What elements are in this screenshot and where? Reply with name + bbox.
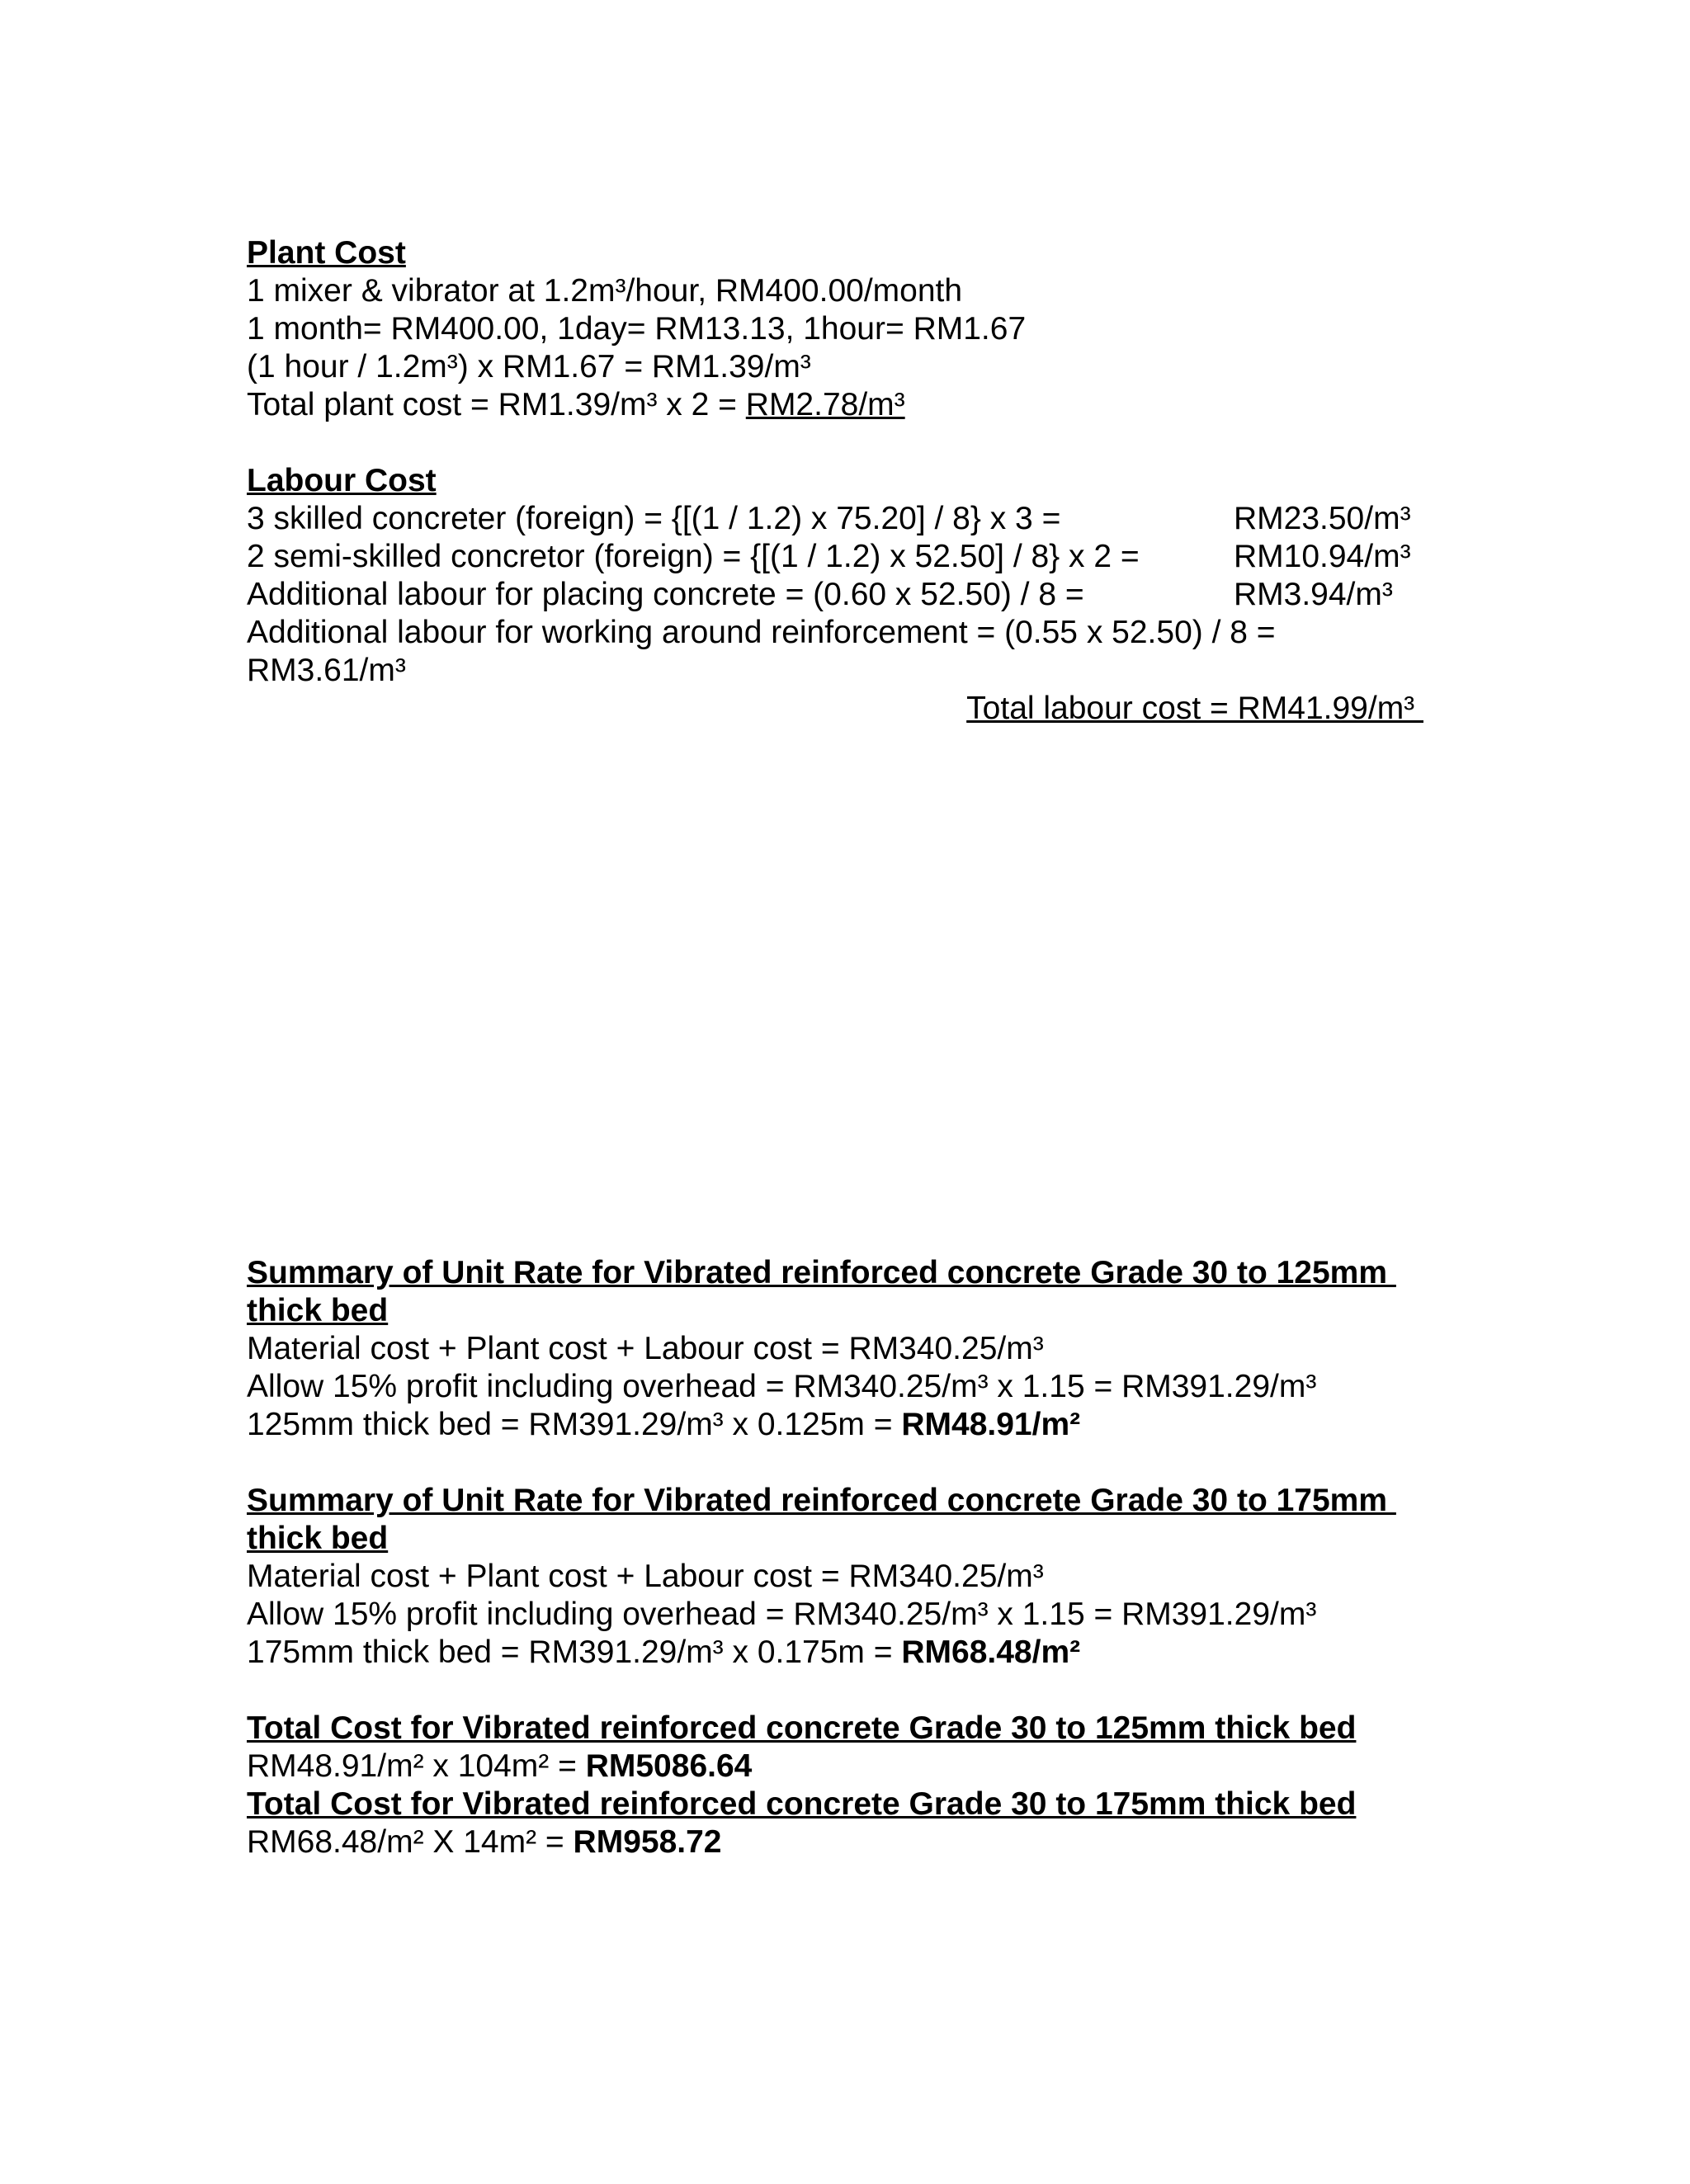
plant-cost-section <box>247 234 1427 424</box>
plant-total-value: RM2.78/m³ <box>745 387 905 422</box>
summary-125mm-line-2: Allow 15% profit including overhead = RM340.25/m³ x 1.15 = RM391.29/m³ <box>247 1369 1317 1404</box>
labour-row-value: RM23.50/m³ <box>1234 501 1411 536</box>
summary-125mm-calc: 125mm thick bed = RM391.29/m³ x 0.125m = <box>247 1407 902 1442</box>
plant-cost-heading: Plant Cost <box>247 235 406 271</box>
labour-cost-heading: Labour Cost <box>247 463 437 498</box>
labour-total-line <box>247 690 1427 728</box>
labour-row-value: RM3.94/m³ <box>1234 577 1393 612</box>
summary-175mm-line-3 <box>247 1634 1427 1672</box>
summary-175mm-calc: 175mm thick bed = RM391.29/m³ x 0.175m = <box>247 1634 902 1670</box>
total-125mm-calc: RM48.91/m² x 104m² = <box>247 1748 586 1784</box>
labour-row <box>247 576 1427 614</box>
reinforcement-labour-line-2: RM3.61/m³ <box>247 653 406 688</box>
labour-cost-section <box>247 462 1427 728</box>
labour-row-label: 3 skilled concreter (foreign) = {[(1 / 1.2) x 75.20] / 8} x 3 = <box>247 501 1061 536</box>
summary-125mm-line-3 <box>247 1406 1427 1444</box>
total-cost-section <box>247 1710 1427 1861</box>
plant-line-3: (1 hour / 1.2m³) x RM1.67 = RM1.39/m³ <box>247 349 811 384</box>
plant-total-label: Total plant cost = RM1.39/m³ x 2 = <box>247 387 746 422</box>
total-175mm-heading: Total Cost for Vibrated reinforced concrete Grade 30 to 175mm thick bed <box>247 1786 1357 1822</box>
labour-row-label: Additional labour for placing concrete = (0.60 x 52.50) / 8 = <box>247 577 1084 612</box>
total-175mm-calc: RM68.48/m² X 14m² = <box>247 1824 574 1860</box>
plant-line-4 <box>247 386 1427 424</box>
summary-125mm-heading-line-2: thick bed <box>247 1293 389 1328</box>
labour-row <box>247 538 1427 576</box>
plant-line-2: 1 month= RM400.00, 1day= RM13.13, 1hour= RM1.67 <box>247 311 1027 347</box>
total-175mm-line <box>247 1823 1427 1861</box>
summary-175mm-section <box>247 1482 1427 1672</box>
summary-175mm-rate: RM68.48/m² <box>901 1634 1081 1670</box>
summary-175mm-line-2: Allow 15% profit including overhead = RM340.25/m³ x 1.15 = RM391.29/m³ <box>247 1597 1317 1632</box>
summary-125mm-section <box>247 1254 1427 1444</box>
plant-line-1: 1 mixer & vibrator at 1.2m³/hour, RM400.00/month <box>247 273 963 309</box>
summary-175mm-line-1: Material cost + Plant cost + Labour cost = RM340.25/m³ <box>247 1559 1044 1594</box>
total-175mm-value: RM958.72 <box>573 1824 722 1860</box>
summary-125mm-rate: RM48.91/m² <box>901 1407 1081 1442</box>
total-125mm-value: RM5086.64 <box>585 1748 753 1784</box>
labour-total: Total labour cost = RM41.99/m³ <box>966 691 1423 726</box>
labour-row-value: RM10.94/m³ <box>1234 539 1411 574</box>
total-125mm-line <box>247 1748 1427 1785</box>
reinforcement-labour-line-1: Additional labour for working around reinforcement = (0.55 x 52.50) / 8 = <box>247 615 1276 650</box>
summary-175mm-heading-line-1: Summary of Unit Rate for Vibrated reinforced concrete Grade 30 to 175mm <box>247 1483 1396 1518</box>
total-125mm-heading: Total Cost for Vibrated reinforced concrete Grade 30 to 125mm thick bed <box>247 1710 1357 1746</box>
labour-row-label: 2 semi-skilled concretor (foreign) = {[(1 / 1.2) x 52.50] / 8} x 2 = <box>247 539 1140 574</box>
summary-125mm-line-1: Material cost + Plant cost + Labour cost = RM340.25/m³ <box>247 1331 1044 1366</box>
summary-125mm-heading-line-1: Summary of Unit Rate for Vibrated reinforced concrete Grade 30 to 125mm <box>247 1255 1396 1290</box>
summary-175mm-heading-line-2: thick bed <box>247 1521 389 1556</box>
labour-row <box>247 500 1427 538</box>
